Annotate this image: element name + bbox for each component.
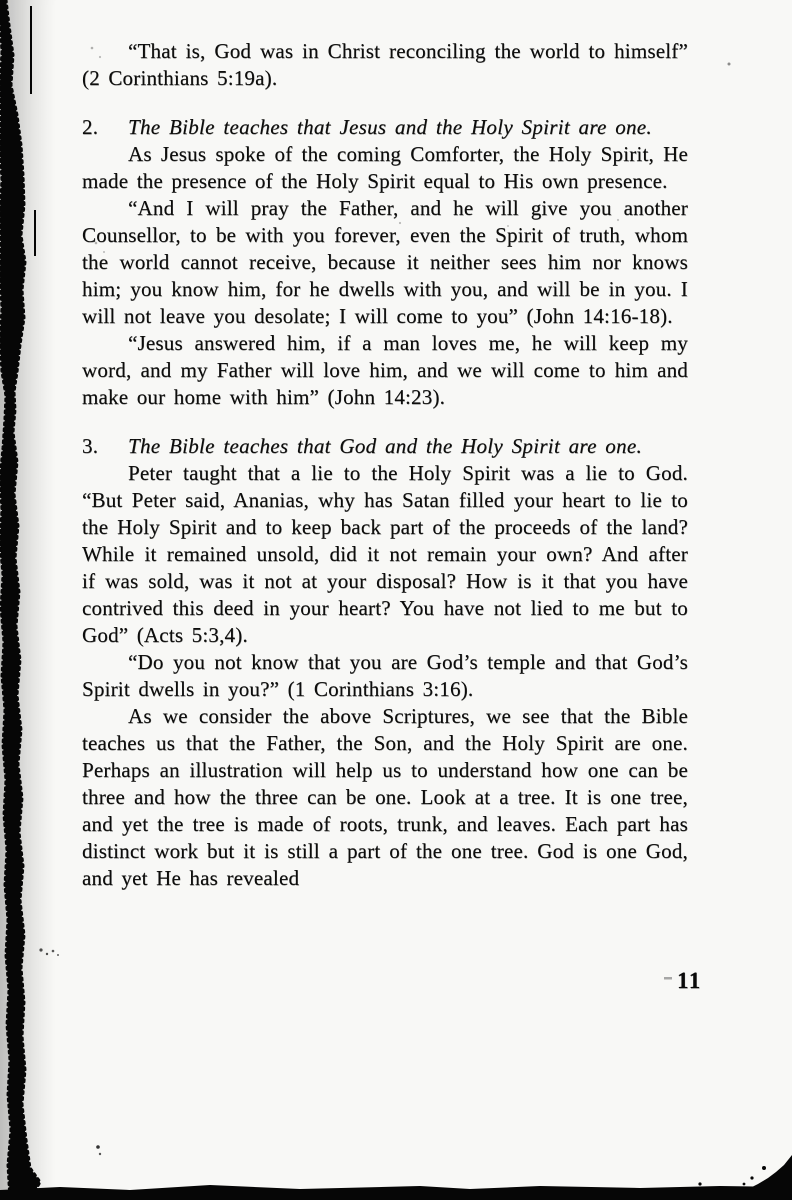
- page-text-block: [82, 38, 688, 892]
- wedge-speck: [750, 1176, 753, 1179]
- wedge-speck: [762, 1166, 766, 1170]
- page-number-smudge: [664, 977, 672, 980]
- bottom-right-scan-wedge: [740, 1155, 792, 1193]
- dust-speck: [39, 948, 42, 951]
- paragraph-1corinthians-quote: “Do you not know that you are God’s temple and that God’s Spirit dwells in you?” (1 Corinthians 3:16).: [82, 650, 688, 701]
- left-edge-scan-smudge: [0, 0, 40, 1200]
- stray-hairline-mid: [34, 210, 36, 256]
- bottom-scan-bar: [0, 1185, 792, 1200]
- section-heading-2: [82, 114, 688, 141]
- paragraph-john-14-16-quote: “And I will pray the Father, and he will give you another Counsellor, to be with you forever, even the Spirit of truth, whom the world cannot receive, because it neither sees him nor knows him; you know him, for he dwells with you, and will be in you. I will not leave you desolate; I will come to you” (John 14:16-18).: [82, 196, 688, 328]
- section-title-2: The Bible teaches that Jesus and the Holy Spirit are one.: [128, 115, 652, 139]
- section-title-3: The Bible teaches that God and the Holy Spirit are one.: [128, 434, 643, 458]
- dust-speck: [96, 1145, 100, 1149]
- paragraph-tree-illustration: As we consider the above Scriptures, we see that the Bible teaches us that the Father, the Son, and the Holy Spirit are one. Perhaps an illustration will help us to understand how one can be three and how the three can be one. Look at a tree. It is one tree, and yet the tree is made of roots, trunk, and leaves. Each part has distinct work but it is still a part of the one tree. God is one God, and yet He has revealed: [82, 704, 688, 890]
- dust-speck: [728, 63, 731, 66]
- paragraph-john-14-23-quote: “Jesus answered him, if a man loves me, he will keep my word, and my Father will love him, and we will come to him and make our home with him” (John 14:23).: [82, 331, 688, 409]
- paragraph-comforter: As Jesus spoke of the coming Comforter, the Holy Spirit, He made the presence of the Holy Spirit equal to His own presence.: [82, 142, 688, 193]
- section-heading-3: [82, 433, 688, 460]
- page-number: 11: [677, 968, 702, 993]
- wedge-speck: [743, 1183, 746, 1186]
- dust-speck: [99, 1153, 101, 1155]
- paragraph-acts-quote: Peter taught that a lie to the Holy Spirit was a lie to God. “But Peter said, Ananias, why has Satan filled your heart to lie to the Holy Spirit and to keep back part of the proceeds of the land? While it remained unsold, did it not remain your own? And after if was sold, was it not at your disposal? How is it that you have contrived this deed in your heart? You have not lied to me but to God” (Acts 5:3,4).: [82, 461, 688, 647]
- section-number-2: 2.: [82, 115, 99, 139]
- dust-speck: [46, 953, 48, 955]
- gutter-shadow: [0, 0, 56, 1200]
- wedge-speck: [698, 1182, 701, 1185]
- stray-hairline-top: [30, 6, 32, 94]
- section-number-3: 3.: [82, 434, 99, 458]
- dust-speck: [52, 950, 55, 953]
- paragraph-2corinthians-quote: “That is, God was in Christ reconciling the world to himself” (2 Corinthians 5:19a).: [82, 39, 688, 90]
- dust-speck: [57, 954, 59, 956]
